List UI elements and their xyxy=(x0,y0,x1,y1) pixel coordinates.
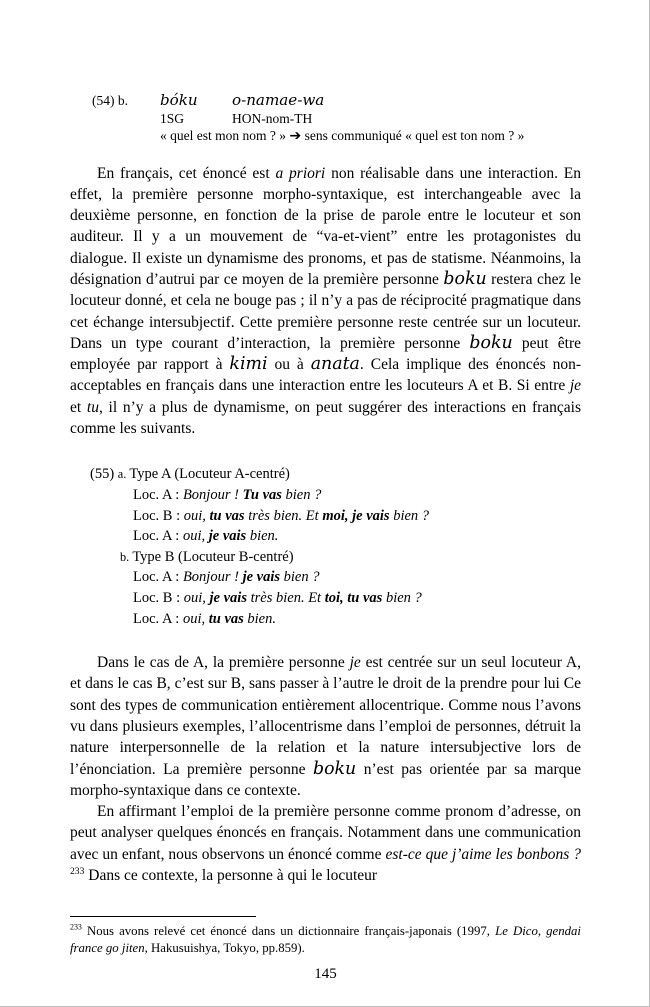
dialogue-line: Loc. A : Bonjour ! je vais bien ? xyxy=(133,569,320,586)
footnote-area xyxy=(70,916,581,957)
example-55-header-type-b: b. Type B (Locuteur B-centré) xyxy=(120,548,294,565)
example-54-translation: « quel est mon nom ? » ➔ sens communiqué « quel est ton nom ? » xyxy=(160,128,525,144)
paragraph-3: En affirmant l’emploi de la première personne comme pronom d’adresse, on peut analyser quelques énoncés en français. Notamment dans une communication avec un enfant, nous observons un énoncé comme est-ce que j’aime les bonbons ?$^{233}$ Dans ce contexte, la personne à qui le locuteur xyxy=(70,803,581,885)
page-number: 145 xyxy=(314,966,337,983)
example-54-translation-row xyxy=(92,127,581,146)
example-54-gloss-row xyxy=(92,110,581,128)
example-54-gloss-2: HON-nom-TH xyxy=(232,110,313,126)
example-54-word-1: bóku xyxy=(160,91,198,109)
example-54-words-row xyxy=(92,92,581,110)
example-54 xyxy=(92,92,581,146)
example-55 xyxy=(90,464,581,629)
paragraph-2: Dans le cas de A, la première personne je est centrée sur un seul locuteur A, et dans le cas B, c’est sur B, sans passer à l’autre le droit de la prendre pour lui Ce sont des types de communication entièrement allocentrique. Comme nous l’avons vu dans plusieurs exemples, l’allocentrisme dans l’emploi de personnes, détruit la nature interpersonnelle de la relation et la nature intersubjective lors de l’énonciation. La première personne boku n’est pas orientée par sa marque morpho-syntaxique dans ce contexte. xyxy=(70,654,581,799)
footnote-separator xyxy=(70,916,256,917)
example-54-number: (54) b. xyxy=(92,93,128,108)
example-55-header-type-a: (55) a. Type A (Locuteur A-centré) xyxy=(90,466,290,483)
dialogue-line: Loc. A : Bonjour ! Tu vas bien ? xyxy=(133,486,322,503)
dialogue-line: Loc. A : oui, je vais bien. xyxy=(133,528,279,545)
example-54-word-2: o-namae-wa xyxy=(232,91,325,109)
footnote-233: $^{233}$ Nous avons relevé cet énoncé dans un dictionnaire français-japonais (1997, Le Dico, gendai france go jiten, Hakusuishya, Tokyo, pp.859). xyxy=(70,923,581,956)
dialogue-line: Loc. B : oui, tu vas très bien. Et moi, je vais bien ? xyxy=(133,507,430,524)
dialogue-line: Loc. A : oui, tu vas bien. xyxy=(133,610,276,627)
dialogue-line: Loc. B : oui, je vais très bien. Et toi, tu vas bien ? xyxy=(133,589,422,606)
paragraph-1: En français, cet énoncé est a priori non réalisable dans une interaction. En effet, la première personne morpho-syntaxique, est interchangeable avec la deuxième personne, en fonction de la prise de parole entre le locuteur et son auditeur. Il y a un mouvement de “va-et-vient” entre les protagonistes du dialogue. Il existe un dynamisme des pronoms, et pas de statisme. Néanmoins, la désignation d’autrui par ce moyen de la première personne boku restera chez le locuteur donné, et cela ne bouge pas ; il n’y a pas de réciprocité pragmatique dans cet échange intersubjectif. Cette première personne reste centrée sur un locuteur. Dans un type courant d’interaction, la première personne boku peut être employée par rapport à kimi ou à anata. Cela implique des énoncés non-acceptables en français dans une interaction entre les locuteurs A et B. Si entre je et tu, il n’y a plus de dynamisme, on peut suggérer des interactions en français comme les suivants. xyxy=(70,164,582,438)
example-54-gloss-1: 1SG xyxy=(160,110,185,126)
